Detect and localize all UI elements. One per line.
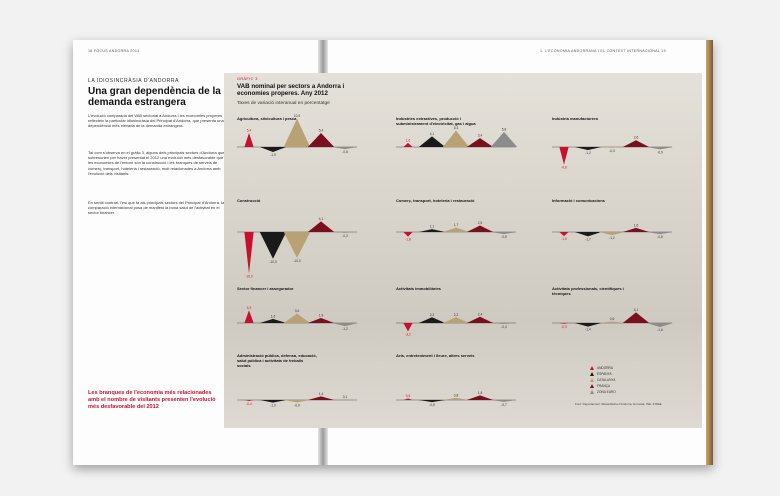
paragraph-2: Tal com s'observa en el gràfic 3, alguns dels principals sectors d'Andorra que sobresurten per haver presentat el 2012 una evolució més desfavorable que les economies de l'entorn són la construcció i les branques de serveis de comerç, transport, hoteleria i restauració, molt relacionades a Andorra amb l'evolució dels visitants. — [88, 150, 225, 176]
panel-title: Agricultura, silvicultura i pesca — [237, 116, 297, 121]
mountain-mark — [443, 317, 469, 323]
mountain-mark — [575, 147, 601, 150]
mountain-mark — [467, 138, 493, 147]
data-label: 1,4 — [318, 391, 324, 396]
mountain-mark — [491, 323, 517, 324]
mountain-mark — [491, 400, 517, 402]
data-label: 2,5 — [477, 221, 483, 225]
panel-title: subministrament d'electricitat, gas i aigua — [396, 121, 476, 126]
data-label: -0,3 — [342, 233, 348, 238]
mountain-mark — [647, 147, 673, 149]
mountain-mark — [491, 232, 517, 234]
panel-title: socials — [237, 363, 251, 368]
mountain-mark — [559, 323, 568, 324]
panel-title: salut pública i activitats de treballs — [237, 358, 304, 363]
legend-label: ANDORRA — [597, 366, 613, 370]
panel-title: Arts, entreteniment i lleure, altres serveis — [396, 353, 475, 358]
mountain-mark — [559, 147, 568, 165]
panel-title: Indústria manufacturera — [552, 116, 598, 121]
mountain-mark — [244, 310, 253, 323]
data-label: -1,0 — [270, 403, 276, 408]
mountain-mark — [403, 398, 412, 400]
mountain-mark — [403, 143, 412, 147]
mountain-mark — [599, 321, 625, 323]
data-label: -0,8 — [657, 235, 663, 240]
mountain-mark — [599, 147, 625, 148]
panel-title: Comerç, transport, hoteleria i restauració — [396, 198, 475, 203]
data-label: 3,6 — [294, 309, 300, 314]
legend-label: FRANÇA — [597, 384, 611, 388]
panel-title: Construcció — [237, 198, 261, 203]
mountain-mark — [244, 232, 253, 274]
mountain-mark — [308, 396, 334, 400]
data-label: -1,9 — [270, 152, 276, 157]
data-label: -1,7 — [585, 237, 591, 242]
legend-swatch-icon — [590, 390, 594, 394]
mountain-mark — [419, 136, 445, 147]
mountain-mark — [260, 147, 286, 152]
data-label: -3,2 — [405, 332, 411, 337]
mountain-mark — [284, 400, 310, 402]
data-label: -16,0 — [245, 274, 253, 279]
panel-title: Administració pública, defensa, educació, — [237, 353, 317, 358]
data-label: 4,9 — [246, 305, 252, 310]
mountain-mark — [575, 232, 601, 236]
small-multiple-panel — [237, 198, 358, 279]
data-label: 2,2 — [429, 312, 435, 317]
data-label: 4,1 — [429, 131, 435, 136]
chart-title: VAB nominal per sectors a Andorra i economies properes. Any 2012 — [237, 83, 345, 97]
mountain-mark — [260, 400, 286, 403]
small-multiple-panel — [396, 116, 517, 147]
small-multiple-panel — [237, 114, 358, 157]
data-label: -0,9 — [657, 150, 663, 155]
data-label: 1,6 — [270, 314, 276, 319]
mountain-mark — [308, 318, 334, 323]
data-label: 1,6 — [405, 138, 411, 143]
mountain-mark — [443, 131, 469, 147]
legend-swatch-icon — [590, 372, 594, 376]
data-label: 5,4 — [246, 128, 252, 133]
mountain-mark — [260, 232, 286, 259]
mountain-mark — [443, 228, 469, 232]
mountain-mark — [419, 400, 445, 402]
panel-title: Indústries extractives, producció i — [396, 116, 461, 121]
data-label: 0,6 — [609, 316, 615, 321]
data-label: 0,6 — [405, 393, 411, 398]
legend-swatch-icon — [590, 378, 594, 382]
mountain-mark — [419, 317, 445, 323]
mountain-mark — [467, 226, 493, 233]
data-label: 1,8 — [477, 390, 483, 395]
panel-title: tècniques — [552, 291, 571, 296]
small-multiple-panel — [396, 198, 517, 242]
data-label: 2,6 — [633, 135, 639, 140]
mountain-mark — [647, 323, 673, 327]
data-label: 1,9 — [318, 313, 324, 318]
mountain-mark — [260, 319, 286, 323]
mountain-mark — [332, 323, 358, 326]
data-label: -1,6 — [657, 328, 663, 333]
data-label: -0,7 — [501, 402, 507, 407]
mountain-mark — [284, 232, 310, 258]
small-multiple-panel — [396, 353, 517, 407]
data-label: 5,8 — [501, 127, 507, 132]
data-label: 3,4 — [477, 133, 483, 138]
panel-title: Activitats immobiliàries — [396, 286, 441, 291]
data-label: -0,8 — [342, 150, 348, 155]
data-label: -1,6 — [561, 237, 567, 242]
small-multiple-panel — [237, 286, 358, 331]
data-label: -10,0 — [293, 259, 301, 263]
data-label: -1,2 — [342, 327, 348, 332]
data-label: 4,1 — [633, 307, 639, 312]
small-multiple-panel — [552, 116, 673, 170]
data-label: -10,3 — [269, 259, 277, 264]
data-label: 2,2 — [453, 312, 459, 317]
data-label: -1,8 — [405, 237, 411, 242]
mountain-mark — [403, 232, 412, 237]
chart-source: Font: Departament d'Estadística d'Andorra, Eurostat, INE, INSEE. — [575, 402, 663, 406]
data-label: -0,3 — [561, 324, 567, 329]
page-title: Una gran dependència de la demanda estrangera — [88, 86, 221, 108]
data-label: -0,8 — [429, 403, 435, 408]
data-label: -0,4 — [501, 325, 507, 330]
data-label: 6,3 — [453, 126, 459, 131]
mountain-mark — [623, 228, 649, 232]
mountain-mark — [491, 132, 517, 147]
right-running-head: 1. L'ECONOMIA ANDORRANA I EL CONTEXT INTERNACIONAL 19 — [540, 49, 666, 53]
mountain-mark — [308, 133, 334, 147]
mountain-mark — [332, 232, 358, 233]
small-multiple-panel — [552, 286, 673, 332]
data-label: 0,1 — [342, 395, 348, 400]
data-label: 1,7 — [453, 223, 459, 228]
legend-label: ESPANYA — [597, 372, 612, 376]
legend-label: ZONA EURO — [597, 390, 616, 394]
mountain-mark — [599, 232, 625, 235]
left-running-head: 18 FOCUS ANDORRA 2014 — [88, 49, 140, 53]
data-label: -0,9 — [294, 403, 300, 408]
mountain-mark — [647, 232, 673, 234]
data-label: -0,8 — [501, 235, 507, 240]
mountain-mark — [623, 140, 649, 147]
panel-title: Activitats professionals, científiques i — [552, 286, 624, 291]
mountain-mark — [575, 323, 601, 327]
data-label: 10,9 — [293, 114, 301, 119]
pull-quote: Les branques de l'economia més relacionades amb el nombre de visitants presenten l'evolució més desfavorable del 2012 — [88, 390, 216, 410]
legend-swatch-icon — [590, 366, 594, 370]
data-label: 0,8 — [453, 393, 459, 398]
small-multiple-panel — [552, 198, 673, 241]
small-multiple-panel — [396, 286, 517, 336]
mountain-mark — [623, 312, 649, 323]
data-label: -1,2 — [609, 236, 615, 241]
mountain-mark — [443, 398, 469, 400]
mountain-mark — [244, 400, 253, 401]
data-label: 1,6 — [633, 223, 639, 228]
legend-swatch-icon — [590, 384, 594, 388]
data-label: -6,8 — [561, 165, 567, 170]
figure-label: GRÀFIC 3 — [237, 77, 258, 81]
chart-legend — [590, 365, 616, 395]
data-label: -1,2 — [585, 151, 591, 156]
legend-item — [590, 389, 616, 395]
chart-subtitle: Taxes de variació interanual en percentatge — [237, 101, 330, 106]
mountain-mark — [419, 229, 445, 232]
mountain-mark — [284, 119, 310, 147]
mountain-mark — [332, 147, 358, 149]
data-label: 5,4 — [318, 128, 324, 133]
data-label: -0,4 — [246, 402, 252, 407]
data-label: -0,3 — [609, 148, 615, 153]
panel-title: Sector financer i assegurador — [237, 286, 294, 291]
mountain-mark — [403, 323, 412, 331]
small-multiple-panel — [237, 353, 358, 408]
data-label: 2,4 — [477, 312, 483, 317]
mountain-mark — [244, 133, 253, 147]
paragraph-3: En sentit contrari, l'esl que fa als principals sectors del Principat d'Andorra, la comparació internacional posa de manifest la bona salut de l'activitat en el sector financer. — [88, 200, 225, 216]
section-eyebrow: LA IDIOSINCRÀSIA D'ANDORRA — [88, 78, 179, 84]
mountain-mark — [467, 395, 493, 400]
mountain-mark — [559, 232, 568, 236]
mountain-mark — [467, 317, 493, 323]
mountain-mark — [308, 221, 334, 232]
data-label: 4,1 — [318, 216, 324, 221]
paragraph-1: L'evolució comparada del VAB sectorial a Andorra i les economies properes reflecteix la particular idiosincràsia del Principat d'Andorra, que presenta una dependència més elevada de la demanda estrangera. — [88, 113, 224, 129]
mountain-mark — [284, 314, 310, 323]
data-label: 1,1 — [429, 224, 435, 229]
data-label: -1,4 — [585, 327, 591, 332]
legend-label: CATALUNYA — [597, 378, 616, 382]
panel-title: Informació i comunicacions — [552, 198, 605, 203]
